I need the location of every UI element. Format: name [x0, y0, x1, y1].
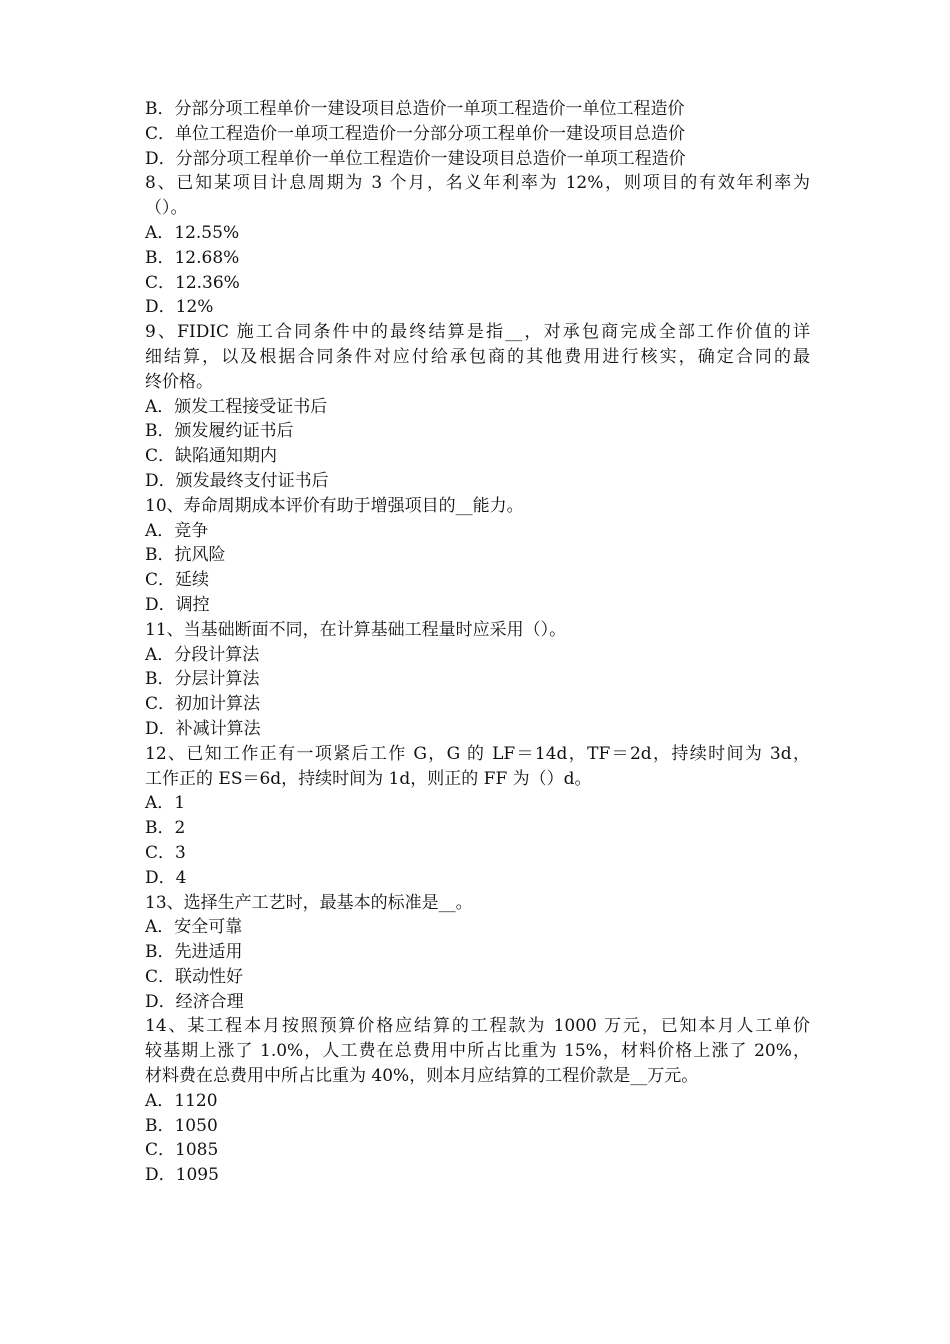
- question-text-line: 较基期上涨了 1.0%，人工费在总费用中所占比重为 15%，材料价格上涨了 20%，: [145, 1041, 810, 1062]
- question-text-line: 细结算，以及根据合同条件对应付给承包商的其他费用进行核实，确定合同的最: [145, 346, 810, 367]
- answer-option: C．缺陷通知期内: [145, 446, 278, 467]
- answer-option: B．先进适用: [145, 942, 243, 963]
- answer-option: D．分部分项工程单价一单位工程造价一建设项目总造价一单项工程造价: [145, 148, 686, 169]
- answer-option: D．12%: [145, 297, 214, 318]
- answer-option: C．1085: [145, 1140, 219, 1161]
- question-text-line: 工作正的 ES＝6d，持续时间为 1d，则正的 FF 为（）d。: [145, 768, 592, 789]
- answer-option: A．1120: [145, 1090, 218, 1111]
- answer-option: A．安全可靠: [145, 917, 243, 938]
- answer-option: A．竞争: [145, 520, 209, 541]
- answer-option: B．分层计算法: [145, 669, 260, 690]
- answer-option: D．补减计算法: [145, 718, 261, 739]
- answer-option: A．12.55%: [145, 222, 240, 243]
- answer-option: D．经济合理: [145, 991, 244, 1012]
- question-text-line: 13、选择生产工艺时，最基本的标准是__。: [145, 892, 473, 913]
- answer-option: C．初加计算法: [145, 694, 261, 715]
- question-text-line: 9、FIDIC 施工合同条件中的最终结算是指__，对承包商完成全部工作价值的详: [145, 322, 810, 343]
- answer-option: C．3: [145, 842, 186, 863]
- document-body: [145, 97, 810, 1188]
- answer-option: D．1095: [145, 1165, 219, 1186]
- question-text-line: 12、已知工作正有一项紧后工作 G，G 的 LF＝14d，TF＝2d，持续时间为 3d，: [145, 743, 810, 764]
- question-text-line: 8、已知某项目计息周期为 3 个月，名义年利率为 12%，则项目的有效年利率为: [145, 173, 810, 194]
- answer-option: D．4: [145, 867, 187, 888]
- answer-option: B．2: [145, 818, 186, 839]
- answer-option: B．1050: [145, 1115, 218, 1136]
- question-text-line: （）。: [145, 198, 188, 219]
- question-text-line: 11、当基础断面不同，在计算基础工程量时应采用（）。: [145, 619, 567, 640]
- answer-option: C．12.36%: [145, 272, 240, 293]
- question-text-line: 10、寿命周期成本评价有助于增强项目的__能力。: [145, 495, 524, 516]
- answer-option: B．12.68%: [145, 247, 240, 268]
- answer-option: D．颁发最终支付证书后: [145, 470, 329, 491]
- answer-option: A．颁发工程接受证书后: [145, 396, 328, 417]
- answer-option: C．联动性好: [145, 966, 244, 987]
- question-text-line: 终价格。: [145, 371, 213, 392]
- answer-option: B．抗风险: [145, 545, 226, 566]
- answer-option: C．延续: [145, 570, 210, 591]
- answer-option: B．分部分项工程单价一建设项目总造价一单项工程造价一单位工程造价: [145, 99, 685, 119]
- question-text-line: 材料费在总费用中所占比重为 40%，则本月应结算的工程价款是__万元。: [145, 1066, 699, 1087]
- answer-option: A．1: [145, 793, 186, 814]
- answer-option: A．分段计算法: [145, 644, 260, 665]
- question-text-line: 14、某工程本月按照预算价格应结算的工程款为 1000 万元，已知本月人工单价: [145, 1016, 810, 1037]
- answer-option: D．调控: [145, 594, 210, 615]
- answer-option: B．颁发履约证书后: [145, 421, 294, 442]
- answer-option: C．单位工程造价一单项工程造价一分部分项工程单价一建设项目总造价: [145, 123, 686, 144]
